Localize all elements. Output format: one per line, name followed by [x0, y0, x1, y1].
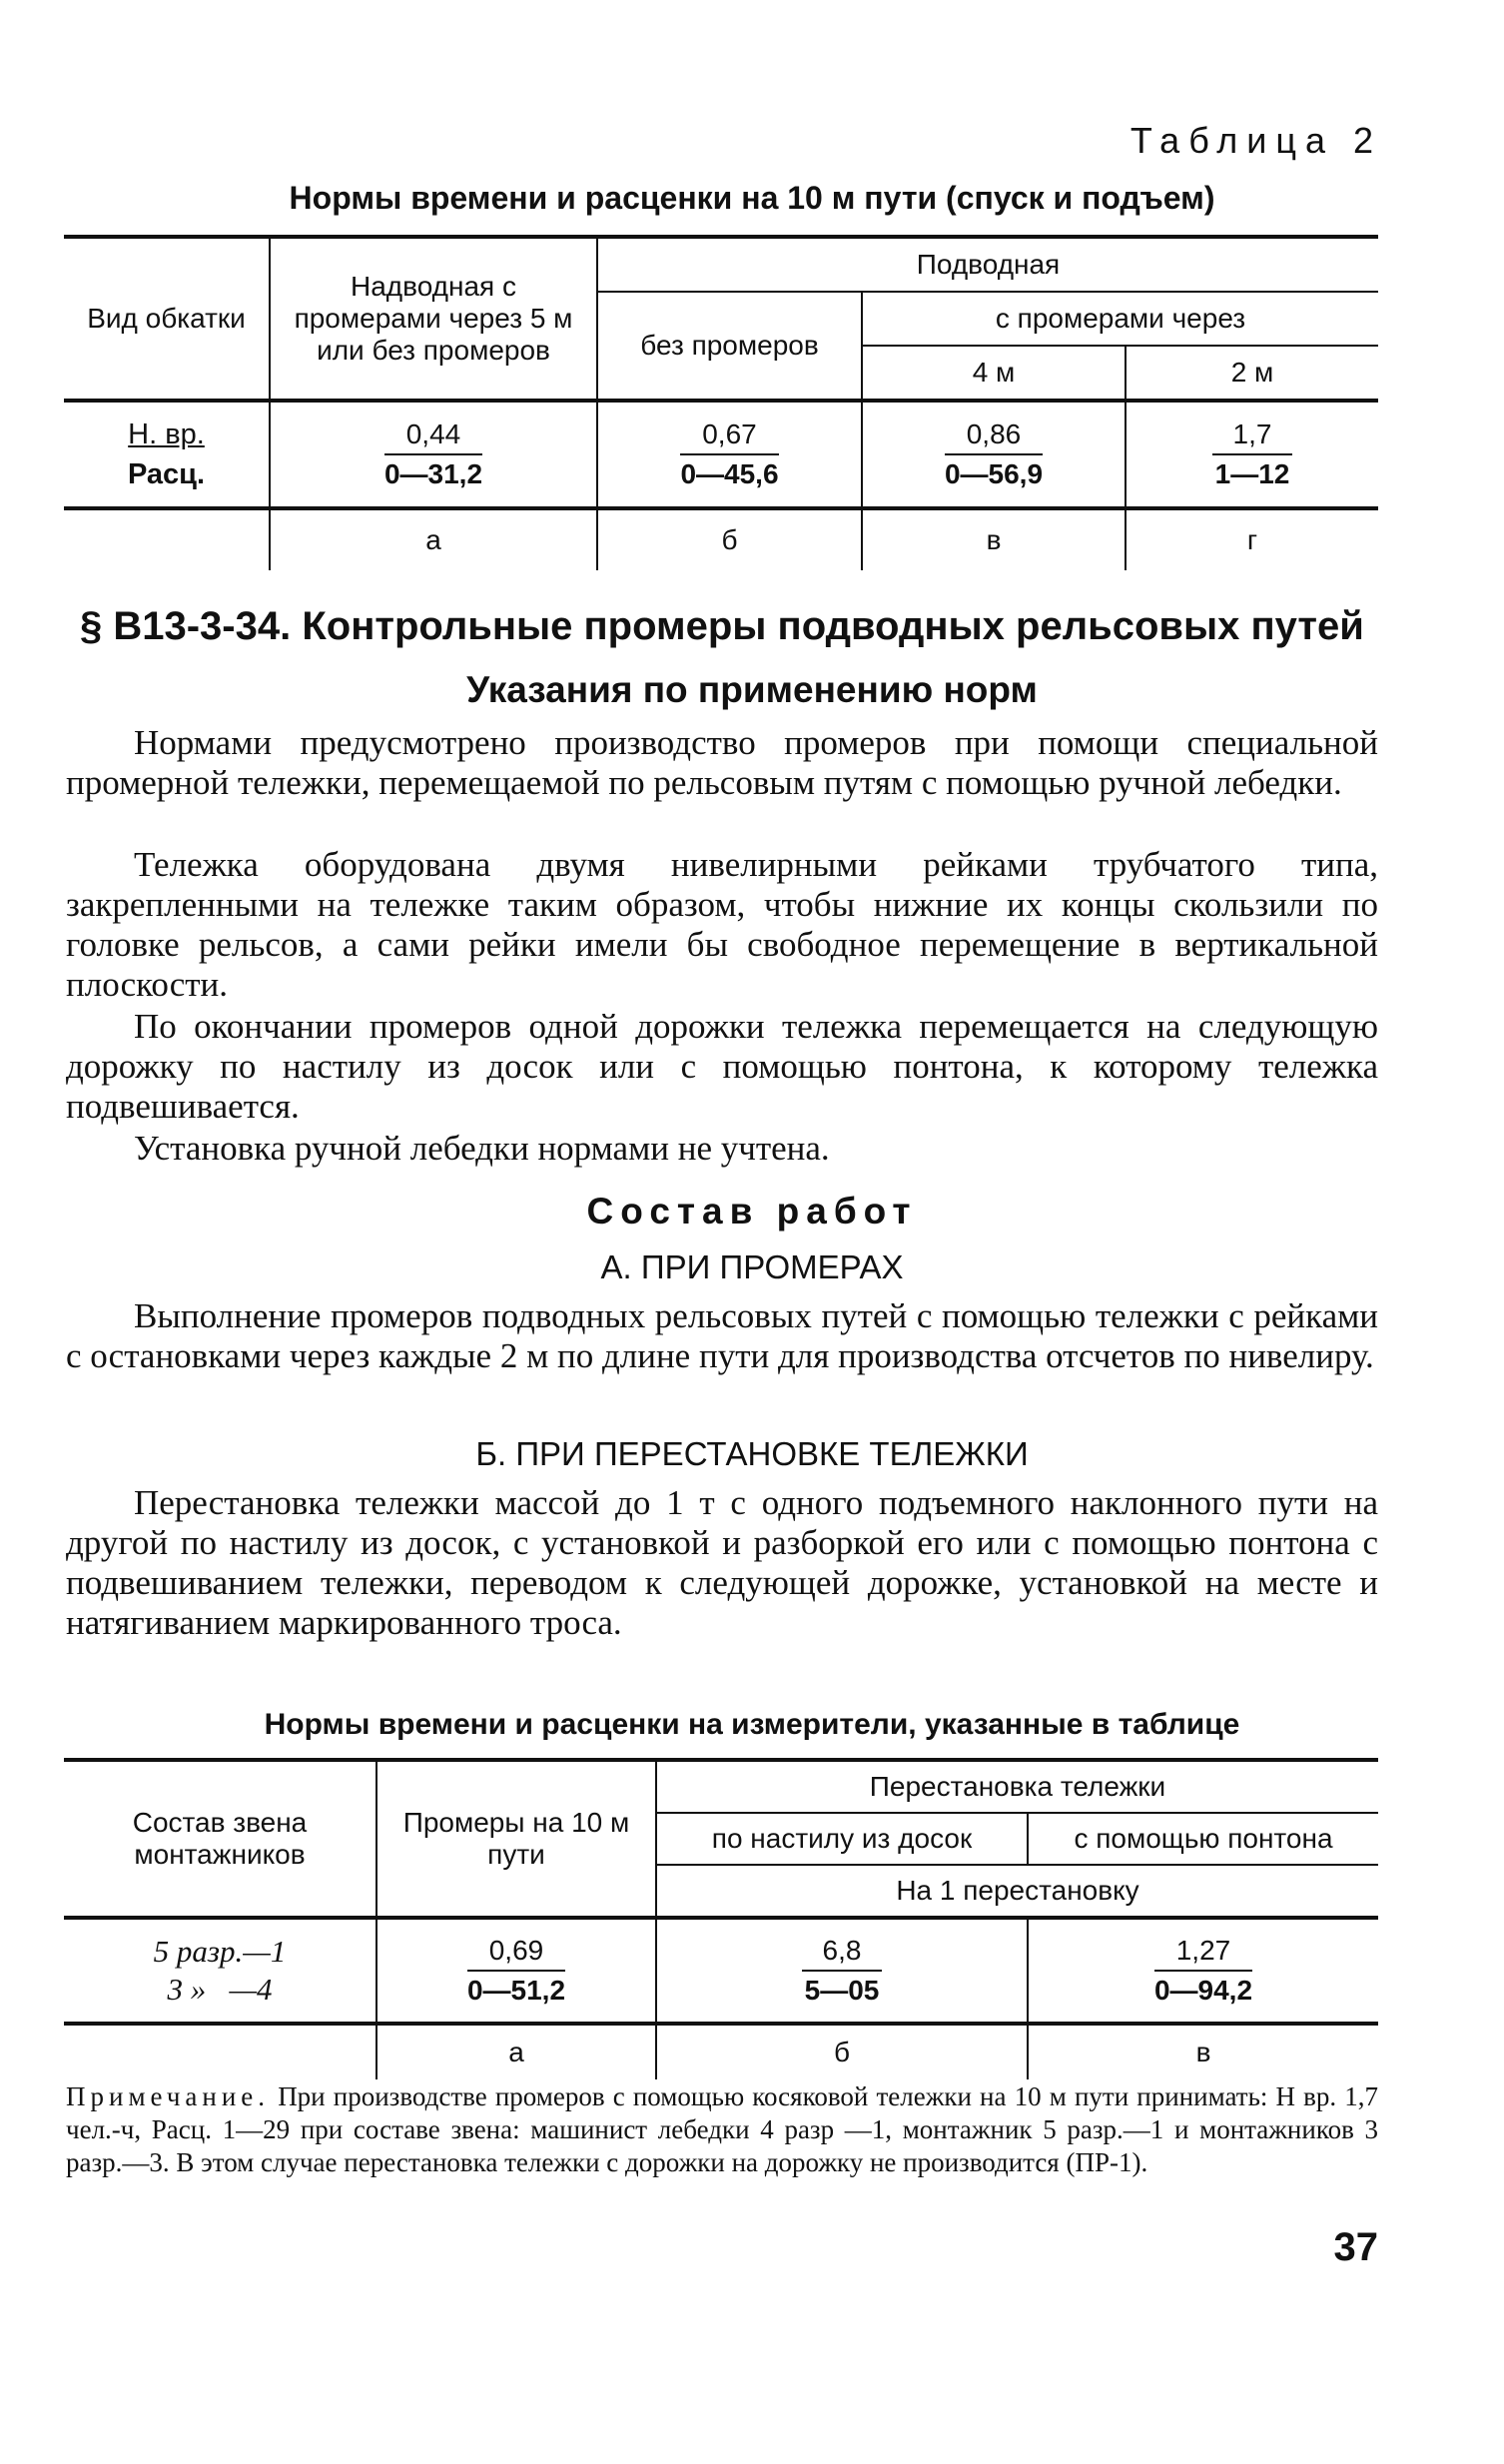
- header-vid: Вид обкатки: [64, 237, 270, 401]
- section-title: § В13-3-34. Контрольные промеры подводных рельсовых путей: [80, 604, 1364, 648]
- header-na1: На 1 перестановку: [656, 1865, 1378, 1918]
- work-b-text: Перестановка тележки массой до 1 т с одного подъемного наклонного пути на другой по настилу из досок, с установкой и разборкой его или с помощью понтона с подвешиванием тележки, переводом к следующей дорожке, установкой на месте и натягиванием маркированного троса.: [66, 1483, 1378, 1642]
- table1: [64, 235, 1378, 570]
- row-labels: [64, 401, 270, 508]
- header-podvodnaya: Подводная: [597, 237, 1378, 292]
- value-v-rate: 0—56,9: [944, 458, 1044, 489]
- column-letter-a: а: [376, 2024, 656, 2079]
- work-a-title: А. ПРИ ПРОМЕРАХ: [600, 1248, 904, 1285]
- table-label: Таблица 2: [1129, 120, 1382, 161]
- column-letter-v: в: [1028, 2024, 1378, 2079]
- value-b-norm: 6,8: [802, 1934, 882, 1972]
- value-a-rate: 0—31,2: [383, 458, 483, 489]
- guidance-title: Указания по применению норм: [466, 669, 1038, 710]
- note-label: Примечание.: [66, 2081, 271, 2111]
- value-v-norm: 0,86: [945, 417, 1043, 455]
- paragraph: Нормами предусмотрено производство промеров при помощи специальной промерной тележки, перемещаемой по рельсовым путям с помощью ручной лебедки.: [66, 723, 1378, 802]
- header-sostav: Состав звена монтажников: [64, 1760, 376, 1918]
- column-letter-g: г: [1126, 508, 1378, 570]
- crew-line: 5 разр.—1: [153, 1934, 287, 1969]
- column-letter-empty: [64, 2024, 376, 2079]
- crew-line: 3 » —4: [167, 1972, 273, 2007]
- value-v-rate: 0—94,2: [1153, 1975, 1253, 2006]
- value-cell-b: [597, 401, 862, 508]
- work-a-text: Выполнение промеров подводных рельсовых путей с помощью тележки с рейками с остановками через каждые 2 м по длине пути для производства отсчетов по нивелиру.: [66, 1296, 1378, 1375]
- header-promery: Промеры на 10 м пути: [376, 1760, 656, 1918]
- header-s-promerami: с промерами через: [862, 292, 1378, 346]
- paragraph: Тележка оборудована двумя нивелирными рейками трубчатого типа, закрепленными на тележке таким образом, чтобы нижние их концы скользили по головке рельсов, а сами рейки имели бы свободное перемещение в вертикальной плоскости.: [66, 845, 1378, 1004]
- header-bez-promerov: без промеров: [597, 292, 862, 401]
- label-rasc: Расц.: [127, 458, 206, 490]
- column-letter-b: б: [656, 2024, 1028, 2079]
- paragraph: Установка ручной лебедки нормами не учтена.: [134, 1129, 830, 1168]
- column-letter-b: б: [597, 508, 862, 570]
- value-cell-v: [1028, 1918, 1378, 2024]
- table2: [64, 1758, 1378, 2079]
- note: [66, 2080, 1378, 2179]
- table1-caption: Нормы времени и расценки на 10 м пути (спуск и подъем): [289, 180, 1215, 216]
- work-title: Состав работ: [586, 1191, 918, 1232]
- value-g-norm: 1,7: [1212, 417, 1292, 455]
- value-cell-v: [862, 401, 1126, 508]
- work-b-title: Б. ПРИ ПЕРЕСТАНОВКЕ ТЕЛЕЖКИ: [475, 1435, 1029, 1472]
- value-b-norm: 0,67: [680, 417, 778, 455]
- header-ponton: с помощью понтона: [1028, 1813, 1378, 1865]
- header-nastil: по настилу из досок: [656, 1813, 1028, 1865]
- column-letter-empty: [64, 508, 270, 570]
- page-number: 37: [1333, 2225, 1378, 2269]
- value-g-rate: 1—12: [1214, 458, 1290, 489]
- column-letter-a: а: [270, 508, 597, 570]
- value-b-rate: 5—05: [804, 1975, 880, 2006]
- value-b-rate: 0—45,6: [680, 458, 779, 489]
- header-perestanovka: Перестановка тележки: [656, 1760, 1378, 1813]
- paragraph: По окончании промеров одной дорожки тележка перемещается на следующую дорожку по настилу из досок или с помощью понтона, к которому тележка подвешивается.: [66, 1007, 1378, 1126]
- value-v-norm: 1,27: [1154, 1934, 1252, 1972]
- column-letter-v: в: [862, 508, 1126, 570]
- value-a-rate: 0—51,2: [466, 1975, 566, 2006]
- header-4m: 4 м: [862, 346, 1126, 401]
- value-cell-g: [1126, 401, 1378, 508]
- value-cell-a: [270, 401, 597, 508]
- header-2m: 2 м: [1126, 346, 1378, 401]
- value-a-norm: 0,69: [467, 1934, 565, 1972]
- label-n-vr: Н. вр.: [128, 418, 205, 450]
- table2-caption: Нормы времени и расценки на измерители, указанные в таблице: [264, 1708, 1240, 1741]
- value-cell-b: [656, 1918, 1028, 2024]
- header-nadvodnaya: Надводная с промерами через 5 м или без промеров: [270, 237, 597, 401]
- value-a-norm: 0,44: [384, 417, 482, 455]
- value-cell-a: [376, 1918, 656, 2024]
- crew-cell: [64, 1918, 376, 2024]
- note-text: При производстве промеров с помощью косяковой тележки на 10 м пути принимать: Н вр. 1,7 чел.-ч, Расц. 1—29 при составе звена: машинист лебедки 4 разр —1, монтажник 5 разр.—1 и монтажников 3 разр.—3. В этом случае перестановка тележки с дорожки на дорожку не производится (ПР-1).: [66, 2081, 1379, 2177]
